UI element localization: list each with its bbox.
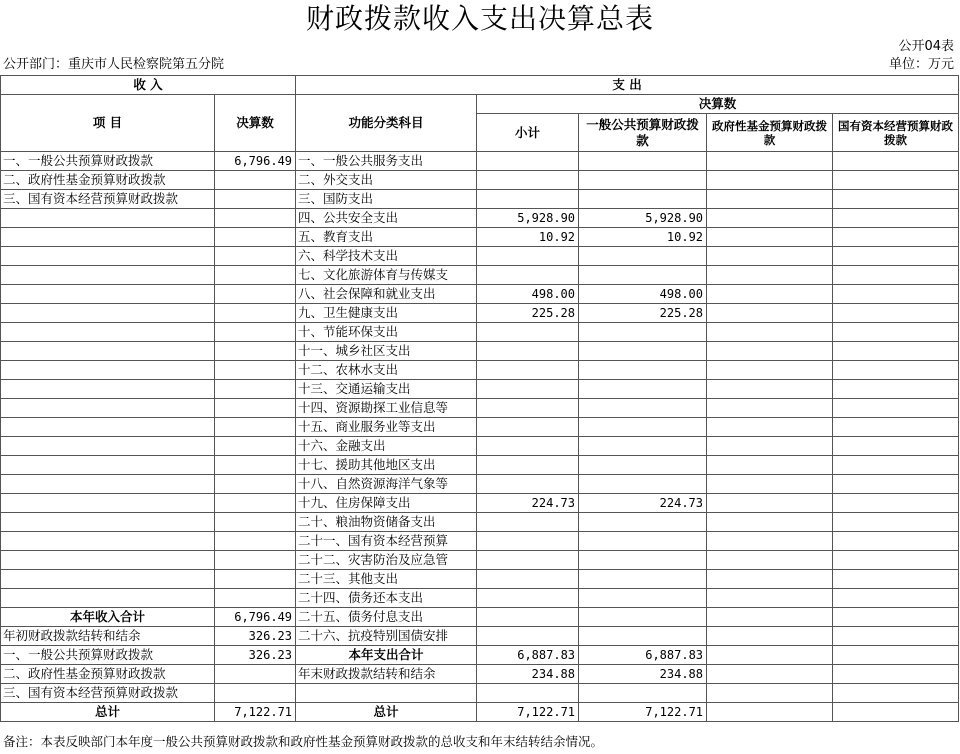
- income-amount-cell: [215, 247, 296, 266]
- gov-fund-header: 政府性基金预算财政拨款: [707, 114, 833, 152]
- gov-fund-cell: [707, 532, 833, 551]
- general-budget-cell: [579, 380, 707, 399]
- income-amount-cell: [215, 228, 296, 247]
- income-amount-cell: 7,122.71: [215, 703, 296, 722]
- income-cell: [1, 589, 215, 608]
- gov-fund-cell: [707, 589, 833, 608]
- income-cell: [1, 494, 215, 513]
- income-cell: 二、政府性基金预算财政拨款: [1, 665, 215, 684]
- subtotal-cell: [477, 513, 579, 532]
- general-budget-cell: 225.28: [579, 304, 707, 323]
- state-capital-cell: [833, 665, 959, 684]
- gov-fund-cell: [707, 399, 833, 418]
- general-budget-cell: 7,122.71: [579, 703, 707, 722]
- department-label: 公开部门：重庆市人民检察院第五分院: [3, 57, 225, 72]
- table-row: [1, 456, 959, 475]
- state-capital-cell: [833, 703, 959, 722]
- gov-fund-cell: [707, 247, 833, 266]
- func-class-cell: 总计: [296, 703, 477, 722]
- table-row: [1, 304, 959, 323]
- general-budget-cell: [579, 513, 707, 532]
- subtotal-cell: [477, 171, 579, 190]
- income-amount-cell: [215, 532, 296, 551]
- general-budget-cell: [579, 190, 707, 209]
- func-class-cell: 八、社会保障和就业支出: [296, 285, 477, 304]
- subtotal-cell: [477, 323, 579, 342]
- general-budget-cell: [579, 399, 707, 418]
- state-capital-cell: [833, 171, 959, 190]
- general-budget-cell: 10.92: [579, 228, 707, 247]
- general-budget-cell: [579, 247, 707, 266]
- subtotal-cell: [477, 418, 579, 437]
- subtotal-cell: [477, 570, 579, 589]
- table-row: [1, 171, 959, 190]
- income-amount-cell: [215, 456, 296, 475]
- func-class-cell: 十四、资源勘探工业信息等: [296, 399, 477, 418]
- func-class-cell: 二十三、其他支出: [296, 570, 477, 589]
- func-class-cell: 三、国防支出: [296, 190, 477, 209]
- gov-fund-cell: [707, 380, 833, 399]
- table-row: [1, 190, 959, 209]
- general-budget-cell: 234.88: [579, 665, 707, 684]
- income-header: 收 入: [1, 76, 296, 95]
- general-budget-cell: [579, 342, 707, 361]
- income-amount-cell: [215, 418, 296, 437]
- income-cell: [1, 228, 215, 247]
- income-amount-cell: [215, 285, 296, 304]
- general-budget-cell: [579, 361, 707, 380]
- income-cell: [1, 342, 215, 361]
- item-header: 项 目: [1, 95, 215, 152]
- finance-table: [0, 75, 959, 722]
- func-class-cell: 二十五、债务付息支出: [296, 608, 477, 627]
- gov-fund-cell: [707, 475, 833, 494]
- income-cell: [1, 399, 215, 418]
- subtotal-cell: [477, 551, 579, 570]
- gov-fund-cell: [707, 342, 833, 361]
- footnote: 备注：本表反映部门本年度一般公共预算财政拨款和政府性基金预算财政拨款的总收支和年末结转结余情况。: [3, 734, 604, 749]
- subtotal-cell: [477, 456, 579, 475]
- subtotal-cell: 234.88: [477, 665, 579, 684]
- gov-fund-cell: [707, 304, 833, 323]
- state-capital-cell: [833, 627, 959, 646]
- general-budget-cell: 5,928.90: [579, 209, 707, 228]
- income-cell: 三、国有资本经营预算财政拨款: [1, 684, 215, 703]
- income-cell: [1, 266, 215, 285]
- state-capital-cell: [833, 380, 959, 399]
- func-class-cell: 二十四、债务还本支出: [296, 589, 477, 608]
- subtotal-cell: 10.92: [477, 228, 579, 247]
- func-class-cell: 二十六、抗疫特别国债安排: [296, 627, 477, 646]
- gov-fund-cell: [707, 513, 833, 532]
- table-row: [1, 152, 959, 171]
- final-amount-header: 决算数: [477, 95, 959, 114]
- func-class-cell: 二十二、灾害防治及应急管: [296, 551, 477, 570]
- unit-label: 单位：万元: [888, 57, 954, 72]
- general-budget-cell: [579, 475, 707, 494]
- income-cell: [1, 247, 215, 266]
- gov-fund-cell: [707, 456, 833, 475]
- table-row: [1, 209, 959, 228]
- state-capital-cell: [833, 266, 959, 285]
- gov-fund-cell: [707, 285, 833, 304]
- income-amount-cell: 6,796.49: [215, 608, 296, 627]
- gov-fund-cell: [707, 152, 833, 171]
- income-amount-cell: [215, 380, 296, 399]
- income-amount-cell: [215, 589, 296, 608]
- state-capital-cell: [833, 285, 959, 304]
- state-capital-cell: [833, 304, 959, 323]
- subtotal-cell: [477, 684, 579, 703]
- gov-fund-cell: [707, 551, 833, 570]
- gov-fund-cell: [707, 323, 833, 342]
- table-row: [1, 228, 959, 247]
- subtotal-cell: [477, 266, 579, 285]
- func-class-cell: 十、节能环保支出: [296, 323, 477, 342]
- table-row: [1, 399, 959, 418]
- func-class-header: 功能分类科目: [296, 95, 477, 152]
- subtotal-header: 小计: [477, 114, 579, 152]
- subtotal-cell: 224.73: [477, 494, 579, 513]
- subtotal-cell: [477, 247, 579, 266]
- table-row: [1, 551, 959, 570]
- subtotal-cell: 225.28: [477, 304, 579, 323]
- table-row: [1, 266, 959, 285]
- state-capital-cell: [833, 190, 959, 209]
- form-code: 公开04表: [898, 39, 954, 54]
- table-row: [1, 627, 959, 646]
- general-budget-cell: [579, 551, 707, 570]
- general-budget-cell: [579, 323, 707, 342]
- state-capital-cell: [833, 323, 959, 342]
- table-row: [1, 342, 959, 361]
- func-class-cell: 四、公共安全支出: [296, 209, 477, 228]
- state-capital-cell: [833, 475, 959, 494]
- income-cell: [1, 570, 215, 589]
- income-amount-cell: [215, 513, 296, 532]
- report-title: 财政拨款收入支出决算总表: [305, 2, 654, 35]
- income-amount-cell: 6,796.49: [215, 152, 296, 171]
- subtotal-cell: [477, 589, 579, 608]
- state-capital-cell: [833, 456, 959, 475]
- state-capital-cell: [833, 399, 959, 418]
- income-amount-cell: 326.23: [215, 627, 296, 646]
- func-class-cell: 二十、粮油物资储备支出: [296, 513, 477, 532]
- table-row: [1, 323, 959, 342]
- income-amount-cell: [215, 665, 296, 684]
- state-capital-cell: [833, 589, 959, 608]
- func-class-cell: 七、文化旅游体育与传媒支: [296, 266, 477, 285]
- subtotal-cell: [477, 532, 579, 551]
- table-row: [1, 513, 959, 532]
- income-amount-cell: [215, 684, 296, 703]
- subtotal-cell: [477, 152, 579, 171]
- subtotal-cell: 5,928.90: [477, 209, 579, 228]
- table-row: [1, 646, 959, 665]
- gov-fund-cell: [707, 228, 833, 247]
- table-body: [1, 152, 959, 722]
- table-row: [1, 285, 959, 304]
- table-row: [1, 418, 959, 437]
- income-cell: [1, 361, 215, 380]
- func-class-cell: 十六、金融支出: [296, 437, 477, 456]
- func-class-cell: 六、科学技术支出: [296, 247, 477, 266]
- general-budget-cell: [579, 608, 707, 627]
- income-cell: [1, 304, 215, 323]
- income-amount-cell: [215, 171, 296, 190]
- func-class-cell: 本年支出合计: [296, 646, 477, 665]
- income-cell: 一、一般公共预算财政拨款: [1, 646, 215, 665]
- table-row: [1, 494, 959, 513]
- gov-fund-cell: [707, 266, 833, 285]
- general-budget-cell: [579, 456, 707, 475]
- income-amount-cell: [215, 437, 296, 456]
- table-row: [1, 437, 959, 456]
- income-cell: [1, 456, 215, 475]
- state-capital-cell: [833, 684, 959, 703]
- func-class-cell: 二十一、国有资本经营预算: [296, 532, 477, 551]
- income-cell: 一、一般公共预算财政拨款: [1, 152, 215, 171]
- general-budget-cell: [579, 532, 707, 551]
- table-row: [1, 703, 959, 722]
- income-amount-cell: [215, 342, 296, 361]
- state-capital-cell: [833, 494, 959, 513]
- state-capital-cell: [833, 228, 959, 247]
- income-amount-cell: [215, 266, 296, 285]
- general-budget-cell: [579, 152, 707, 171]
- general-budget-cell: [579, 684, 707, 703]
- func-class-cell: 十一、城乡社区支出: [296, 342, 477, 361]
- state-capital-header: 国有资本经营预算财政拨款: [833, 114, 959, 152]
- table-row: [1, 361, 959, 380]
- income-cell: 总计: [1, 703, 215, 722]
- gov-fund-cell: [707, 570, 833, 589]
- income-cell: [1, 418, 215, 437]
- general-budget-cell: [579, 437, 707, 456]
- income-cell: 二、政府性基金预算财政拨款: [1, 171, 215, 190]
- subtotal-cell: [477, 380, 579, 399]
- income-cell: [1, 437, 215, 456]
- state-capital-cell: [833, 551, 959, 570]
- general-budget-cell: [579, 589, 707, 608]
- income-cell: 年初财政拨款结转和结余: [1, 627, 215, 646]
- subtotal-cell: [477, 437, 579, 456]
- gov-fund-cell: [707, 209, 833, 228]
- income-cell: [1, 323, 215, 342]
- general-budget-cell: [579, 418, 707, 437]
- state-capital-cell: [833, 570, 959, 589]
- func-class-cell: 一、一般公共服务支出: [296, 152, 477, 171]
- income-amount-cell: [215, 361, 296, 380]
- income-amount-cell: [215, 551, 296, 570]
- income-cell: [1, 209, 215, 228]
- func-class-cell: 九、卫生健康支出: [296, 304, 477, 323]
- state-capital-cell: [833, 646, 959, 665]
- income-amount-cell: [215, 570, 296, 589]
- income-cell: [1, 285, 215, 304]
- subtotal-cell: 498.00: [477, 285, 579, 304]
- state-capital-cell: [833, 342, 959, 361]
- func-class-cell: [296, 684, 477, 703]
- table-row: [1, 380, 959, 399]
- state-capital-cell: [833, 247, 959, 266]
- table-row: [1, 589, 959, 608]
- table-row: [1, 608, 959, 627]
- table-row: [1, 475, 959, 494]
- general-budget-cell: 498.00: [579, 285, 707, 304]
- subtotal-cell: 7,122.71: [477, 703, 579, 722]
- gov-fund-cell: [707, 361, 833, 380]
- state-capital-cell: [833, 418, 959, 437]
- income-cell: [1, 532, 215, 551]
- table-row: [1, 247, 959, 266]
- subtotal-cell: [477, 342, 579, 361]
- income-cell: [1, 380, 215, 399]
- subtotal-cell: [477, 190, 579, 209]
- income-cell: 三、国有资本经营预算财政拨款: [1, 190, 215, 209]
- general-budget-cell: [579, 627, 707, 646]
- general-budget-cell: 6,887.83: [579, 646, 707, 665]
- state-capital-cell: [833, 437, 959, 456]
- state-capital-cell: [833, 152, 959, 171]
- income-cell: [1, 551, 215, 570]
- gov-fund-cell: [707, 608, 833, 627]
- gov-fund-cell: [707, 646, 833, 665]
- state-capital-cell: [833, 513, 959, 532]
- subtotal-cell: [477, 399, 579, 418]
- general-budget-cell: [579, 570, 707, 589]
- expense-header: 支 出: [296, 76, 959, 95]
- state-capital-cell: [833, 608, 959, 627]
- func-class-cell: 五、教育支出: [296, 228, 477, 247]
- func-class-cell: 二、外交支出: [296, 171, 477, 190]
- income-amount-cell: [215, 304, 296, 323]
- income-cell: 本年收入合计: [1, 608, 215, 627]
- gov-fund-cell: [707, 171, 833, 190]
- subtotal-cell: [477, 475, 579, 494]
- gov-fund-cell: [707, 418, 833, 437]
- income-amount-cell: [215, 190, 296, 209]
- gov-fund-cell: [707, 665, 833, 684]
- func-class-cell: 十九、住房保障支出: [296, 494, 477, 513]
- general-budget-cell: [579, 266, 707, 285]
- func-class-cell: 十二、农林水支出: [296, 361, 477, 380]
- state-capital-cell: [833, 361, 959, 380]
- gov-fund-cell: [707, 703, 833, 722]
- subtotal-cell: [477, 627, 579, 646]
- amount-header: 决算数: [215, 95, 296, 152]
- income-amount-cell: [215, 475, 296, 494]
- income-amount-cell: [215, 323, 296, 342]
- state-capital-cell: [833, 532, 959, 551]
- income-amount-cell: [215, 399, 296, 418]
- general-budget-cell: 224.73: [579, 494, 707, 513]
- subtotal-cell: 6,887.83: [477, 646, 579, 665]
- func-class-cell: 十三、交通运输支出: [296, 380, 477, 399]
- func-class-cell: 十五、商业服务业等支出: [296, 418, 477, 437]
- income-amount-cell: [215, 209, 296, 228]
- subtotal-cell: [477, 361, 579, 380]
- gov-fund-cell: [707, 437, 833, 456]
- gov-fund-cell: [707, 627, 833, 646]
- gov-fund-cell: [707, 494, 833, 513]
- func-class-cell: 十八、自然资源海洋气象等: [296, 475, 477, 494]
- general-budget-header: 一般公共预算财政拨款: [579, 114, 707, 152]
- gov-fund-cell: [707, 190, 833, 209]
- table-row: [1, 684, 959, 703]
- table-row: [1, 570, 959, 589]
- subtotal-cell: [477, 608, 579, 627]
- income-cell: [1, 513, 215, 532]
- income-amount-cell: 326.23: [215, 646, 296, 665]
- income-cell: [1, 475, 215, 494]
- general-budget-cell: [579, 171, 707, 190]
- state-capital-cell: [833, 209, 959, 228]
- func-class-cell: 十七、援助其他地区支出: [296, 456, 477, 475]
- table-row: [1, 665, 959, 684]
- gov-fund-cell: [707, 684, 833, 703]
- table-row: [1, 532, 959, 551]
- func-class-cell: 年末财政拨款结转和结余: [296, 665, 477, 684]
- income-amount-cell: [215, 494, 296, 513]
